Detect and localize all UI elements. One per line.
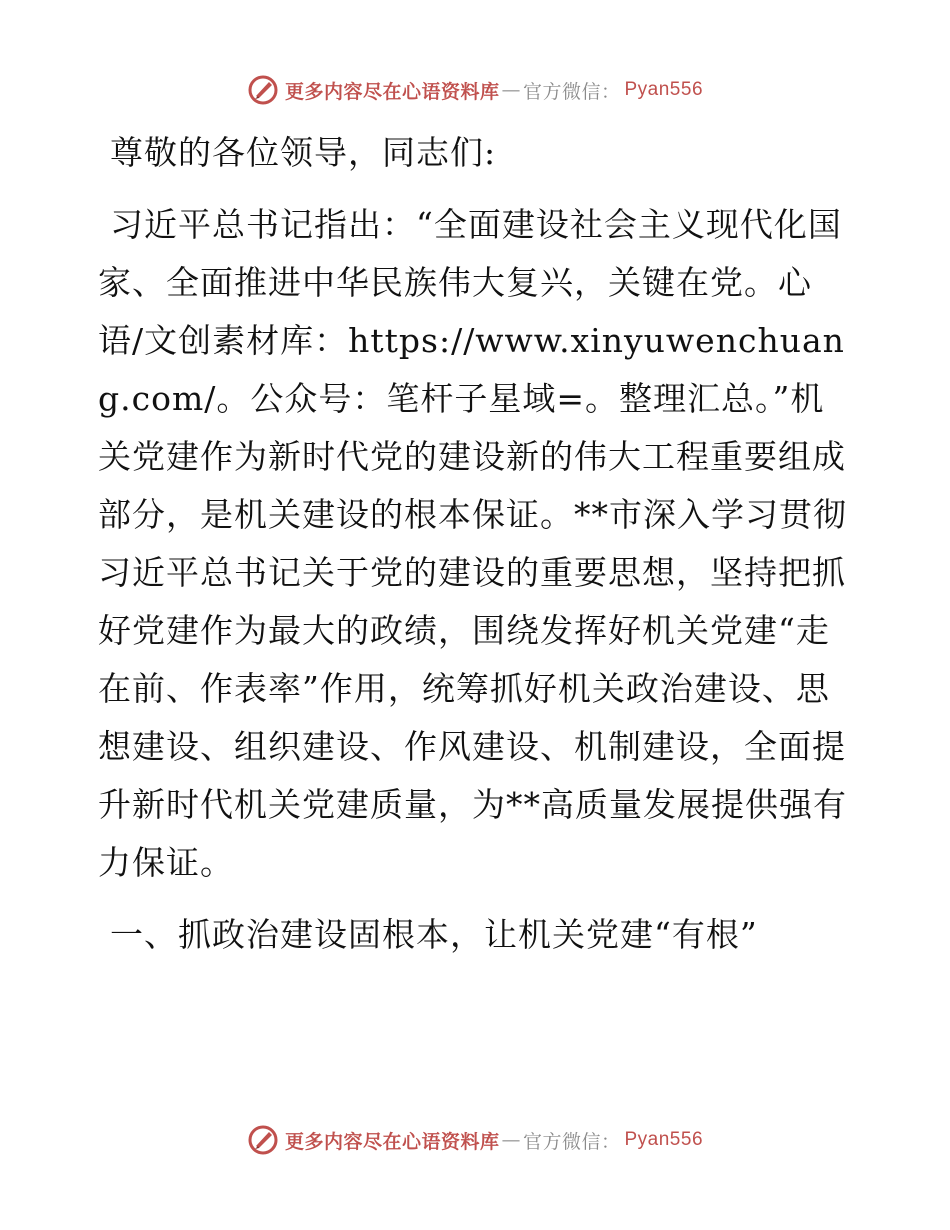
watermark-label: 官方微信： bbox=[522, 80, 621, 103]
section-heading: 一、抓政治建设固根本，让机关党建“有根” bbox=[110, 915, 758, 954]
brush-logo-icon bbox=[247, 74, 279, 106]
footer-watermark bbox=[0, 1120, 950, 1160]
brush-logo-icon bbox=[247, 1124, 279, 1156]
watermark-wechat-id: Pyan556 bbox=[624, 79, 704, 100]
watermark-wechat-id: Pyan556 bbox=[624, 1129, 704, 1150]
watermark-brand: 更多内容尽在心语资料库 bbox=[284, 1130, 500, 1153]
watermark-label: 官方微信： bbox=[522, 1130, 621, 1153]
document-body bbox=[98, 124, 858, 964]
watermark-dash: — bbox=[501, 1129, 521, 1151]
watermark-brand: 更多内容尽在心语资料库 bbox=[284, 80, 500, 103]
header-watermark bbox=[0, 70, 950, 110]
salutation: 尊敬的各位领导，同志们: bbox=[110, 133, 497, 172]
body-paragraph: 习近平总书记指出：“全面建设社会主义现代化国家、全面推进中华民族伟大复兴，关键在党。心语/文创素材库：https://www.xinyuwenchuang.com/。公众号：笔杆子星域=。整理汇总。”机关党建作为新时代党的建设新的伟大工程重要组成部分，是机关建设的根本保证。**市深入学习贯彻习近平总书记关于党的建设的重要思想，坚持把抓好党建作为最大的政绩，围绕发挥好机关党建“走在前、作表率”作用，统筹抓好机关政治建设、思想建设、组织建设、作风建设、机制建设，全面提升新时代机关党建质量，为**高质量发展提供强有力保证。 bbox=[98, 205, 847, 882]
watermark-dash: — bbox=[501, 79, 521, 101]
